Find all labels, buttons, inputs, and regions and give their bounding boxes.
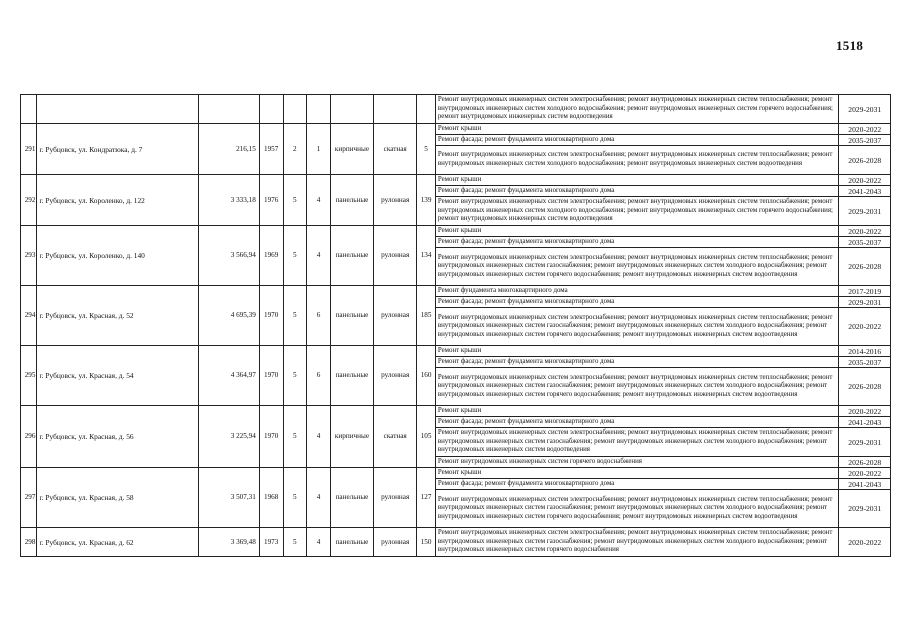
building-address: г. Рубцовск, ул. Короленко, д. 122 — [37, 175, 199, 226]
wall-material: панельные — [330, 528, 373, 557]
work-description: Ремонт внутридомовых инженерных систем горячего водоснабжения — [435, 457, 839, 468]
work-description: Ремонт крыши — [435, 175, 839, 186]
building-area: 3 369,48 — [199, 528, 260, 557]
building-area: 3 566,94 — [199, 226, 260, 286]
roof-type: скатная — [374, 124, 417, 175]
resident-count: 150 — [417, 528, 436, 557]
table-row — [21, 226, 891, 237]
work-description: Ремонт внутридомовых инженерных систем электроснабжения; ремонт внутридомовых инженерных систем теплоснабжения; ремонт внутридомовых инженерных систем холодного водоснабжения; ремонт внутридомовых инженерных систем горячего водоснабжения; ремонт внутридомовых инженерных систем водоотведения — [435, 95, 839, 124]
work-description: Ремонт фасада; ремонт фундамента многоквартирного дома — [435, 479, 839, 490]
work-description: Ремонт фундамента многоквартирного дома — [435, 286, 839, 297]
work-description: Ремонт внутридомовых инженерных систем электроснабжения; ремонт внутридомовых инженерных систем теплоснабжения; ремонт внутридомовых инженерных систем газоснабжения; ремонт внутридомовых инженерных систем холодного водоснабжения; ремонт внутридомовых инженерных систем горячего водоснабжения; ремонт внутридомовых инженерных систем водоотведения — [435, 308, 839, 346]
entrance-count: 6 — [307, 286, 331, 346]
work-period: 2041-2043 — [839, 479, 891, 490]
table-row — [21, 406, 891, 417]
work-period: 2029-2031 — [839, 297, 891, 308]
building-address: г. Рубцовск, ул. Красная, д. 54 — [37, 346, 199, 406]
resident-count: 139 — [417, 175, 436, 226]
building-area: 4 695,39 — [199, 286, 260, 346]
floor-count: 5 — [283, 468, 307, 528]
floor-count: 2 — [283, 124, 307, 175]
work-period: 2020-2022 — [839, 175, 891, 186]
empty-cell — [259, 95, 283, 124]
work-description: Ремонт внутридомовых инженерных систем электроснабжения; ремонт внутридомовых инженерных систем теплоснабжения; ремонт внутридомовых инженерных систем холодного водоснабжения; ремонт внутридомовых инженерных систем горячего водоснабжения; ремонт внутридомовых инженерных систем водоотведения — [435, 197, 839, 226]
construction-year: 1957 — [259, 124, 283, 175]
row-number: 298 — [21, 528, 37, 557]
row-number: 291 — [21, 124, 37, 175]
work-description: Ремонт внутридомовых инженерных систем электроснабжения; ремонт внутридомовых инженерных систем теплоснабжения; ремонт внутридомовых инженерных систем газоснабжения; ремонт внутридомовых инженерных систем холодного водоснабжения; ремонт внутридомовых инженерных систем горячего водоснабжения; ремонт внутридомовых инженерных систем водоотведения — [435, 490, 839, 528]
work-description: Ремонт фасада; ремонт фундамента многоквартирного дома — [435, 357, 839, 368]
work-period: 2020-2022 — [839, 406, 891, 417]
table-row — [21, 528, 891, 557]
table-row — [21, 468, 891, 479]
work-description: Ремонт фасада; ремонт фундамента многоквартирного дома — [435, 417, 839, 428]
work-period: 2020-2022 — [839, 528, 891, 557]
entrance-count: 4 — [307, 468, 331, 528]
work-description: Ремонт крыши — [435, 468, 839, 479]
building-address: г. Рубцовск, ул. Красная, д. 52 — [37, 286, 199, 346]
construction-year: 1969 — [259, 226, 283, 286]
roof-type: рулонная — [374, 468, 417, 528]
work-period: 2020-2022 — [839, 226, 891, 237]
roof-type: скатная — [374, 406, 417, 468]
row-number: 295 — [21, 346, 37, 406]
empty-cell — [374, 95, 417, 124]
table-row — [21, 175, 891, 186]
construction-year: 1970 — [259, 286, 283, 346]
table-row — [21, 95, 891, 124]
wall-material: панельные — [330, 468, 373, 528]
work-period: 2026-2028 — [839, 248, 891, 286]
wall-material: кирпичные — [330, 406, 373, 468]
empty-cell — [283, 95, 307, 124]
floor-count: 5 — [283, 226, 307, 286]
work-description: Ремонт внутридомовых инженерных систем электроснабжения; ремонт внутридомовых инженерных систем теплоснабжения; ремонт внутридомовых инженерных систем газоснабжения; ремонт внутридомовых инженерных систем холодного водоснабжения; ремонт внутридомовых инженерных систем горячего водоснабжения; ремонт внутридомовых инженерных систем водоотведения — [435, 248, 839, 286]
wall-material: кирпичные — [330, 124, 373, 175]
work-description: Ремонт крыши — [435, 406, 839, 417]
resident-count: 160 — [417, 346, 436, 406]
table-row — [21, 124, 891, 135]
building-address: г. Рубцовск, ул. Красная, д. 58 — [37, 468, 199, 528]
building-area: 3 333,18 — [199, 175, 260, 226]
construction-year: 1973 — [259, 528, 283, 557]
construction-year: 1976 — [259, 175, 283, 226]
work-description: Ремонт крыши — [435, 124, 839, 135]
work-period: 2026-2028 — [839, 457, 891, 468]
roof-type: рулонная — [374, 175, 417, 226]
wall-material: панельные — [330, 346, 373, 406]
floor-count: 5 — [283, 346, 307, 406]
resident-count: 134 — [417, 226, 436, 286]
work-period: 2017-2019 — [839, 286, 891, 297]
construction-year: 1970 — [259, 346, 283, 406]
floor-count: 5 — [283, 528, 307, 557]
building-address: г. Рубцовск, ул. Красная, д. 62 — [37, 528, 199, 557]
resident-count: 185 — [417, 286, 436, 346]
work-period: 2020-2022 — [839, 124, 891, 135]
work-period: 2029-2031 — [839, 490, 891, 528]
entrance-count: 4 — [307, 226, 331, 286]
floor-count: 5 — [283, 406, 307, 468]
roof-type: рулонная — [374, 226, 417, 286]
building-area: 4 364,97 — [199, 346, 260, 406]
wall-material: панельные — [330, 286, 373, 346]
work-period: 2035-2037 — [839, 357, 891, 368]
work-period: 2020-2022 — [839, 308, 891, 346]
work-description: Ремонт внутридомовых инженерных систем электроснабжения; ремонт внутридомовых инженерных систем теплоснабжения; ремонт внутридомовых инженерных систем холодного водоснабжения; ремонт внутридомовых инженерных систем водоотведения — [435, 146, 839, 175]
roof-type: рулонная — [374, 346, 417, 406]
table-row — [21, 286, 891, 297]
work-description: Ремонт фасада; ремонт фундамента многоквартирного дома — [435, 297, 839, 308]
work-period: 2035-2037 — [839, 237, 891, 248]
floor-count: 5 — [283, 286, 307, 346]
table-body — [21, 95, 891, 557]
entrance-count: 4 — [307, 528, 331, 557]
row-number: 297 — [21, 468, 37, 528]
work-period: 2041-2043 — [839, 417, 891, 428]
work-description: Ремонт крыши — [435, 346, 839, 357]
empty-cell — [199, 95, 260, 124]
work-period: 2020-2022 — [839, 468, 891, 479]
row-number: 294 — [21, 286, 37, 346]
roof-type: рулонная — [374, 528, 417, 557]
work-period: 2041-2043 — [839, 186, 891, 197]
row-number: 293 — [21, 226, 37, 286]
work-description: Ремонт фасада; ремонт фундамента многоквартирного дома — [435, 186, 839, 197]
construction-year: 1968 — [259, 468, 283, 528]
entrance-count: 4 — [307, 406, 331, 468]
entrance-count: 4 — [307, 175, 331, 226]
building-area: 3 507,31 — [199, 468, 260, 528]
building-area: 216,15 — [199, 124, 260, 175]
capital-repair-table — [20, 94, 891, 557]
work-description: Ремонт внутридомовых инженерных систем электроснабжения; ремонт внутридомовых инженерных систем теплоснабжения; ремонт внутридомовых инженерных систем газоснабжения; ремонт внутридомовых инженерных систем холодного водоснабжения; ремонт внутридомовых инженерных систем горячего водоснабжения; ремонт внутридомовых инженерных систем водоотведения — [435, 368, 839, 406]
table-row — [21, 346, 891, 357]
building-area: 3 225,94 — [199, 406, 260, 468]
construction-year: 1970 — [259, 406, 283, 468]
resident-count: 5 — [417, 124, 436, 175]
work-period: 2026-2028 — [839, 146, 891, 175]
work-period: 2029-2031 — [839, 95, 891, 124]
building-address: г. Рубцовск, ул. Короленко, д. 140 — [37, 226, 199, 286]
wall-material: панельные — [330, 226, 373, 286]
work-description: Ремонт внутридомовых инженерных систем электроснабжения; ремонт внутридомовых инженерных систем теплоснабжения; ремонт внутридомовых инженерных систем газоснабжения; ремонт внутридомовых инженерных систем холодного водоснабжения; ремонт внутридомовых инженерных систем водоотведения — [435, 428, 839, 457]
entrance-count: 6 — [307, 346, 331, 406]
empty-cell — [21, 95, 37, 124]
wall-material: панельные — [330, 175, 373, 226]
empty-cell — [417, 95, 436, 124]
resident-count: 127 — [417, 468, 436, 528]
empty-cell — [37, 95, 199, 124]
building-address: г. Рубцовск, ул. Красная, д. 56 — [37, 406, 199, 468]
work-period: 2035-2037 — [839, 135, 891, 146]
work-description: Ремонт фасада; ремонт фундамента многоквартирного дома — [435, 237, 839, 248]
entrance-count: 1 — [307, 124, 331, 175]
floor-count: 5 — [283, 175, 307, 226]
work-period: 2029-2031 — [839, 197, 891, 226]
work-description: Ремонт фасада; ремонт фундамента многоквартирного дома — [435, 135, 839, 146]
work-description: Ремонт крыши — [435, 226, 839, 237]
building-address: г. Рубцовск, ул. Кондратюка, д. 7 — [37, 124, 199, 175]
resident-count: 105 — [417, 406, 436, 468]
empty-cell — [307, 95, 331, 124]
work-period: 2029-2031 — [839, 428, 891, 457]
empty-cell — [330, 95, 373, 124]
page-number: 1518 — [836, 38, 864, 53]
row-number: 292 — [21, 175, 37, 226]
work-description: Ремонт внутридомовых инженерных систем электроснабжения; ремонт внутридомовых инженерных систем теплоснабжения; ремонт внутридомовых инженерных систем газоснабжения; ремонт внутридомовых инженерных систем холодного водоснабжения; ремонт внутридомовых инженерных систем горячего водоснабжения — [435, 528, 839, 557]
work-period: 2014-2016 — [839, 346, 891, 357]
row-number: 296 — [21, 406, 37, 468]
roof-type: рулонная — [374, 286, 417, 346]
work-period: 2026-2028 — [839, 368, 891, 406]
